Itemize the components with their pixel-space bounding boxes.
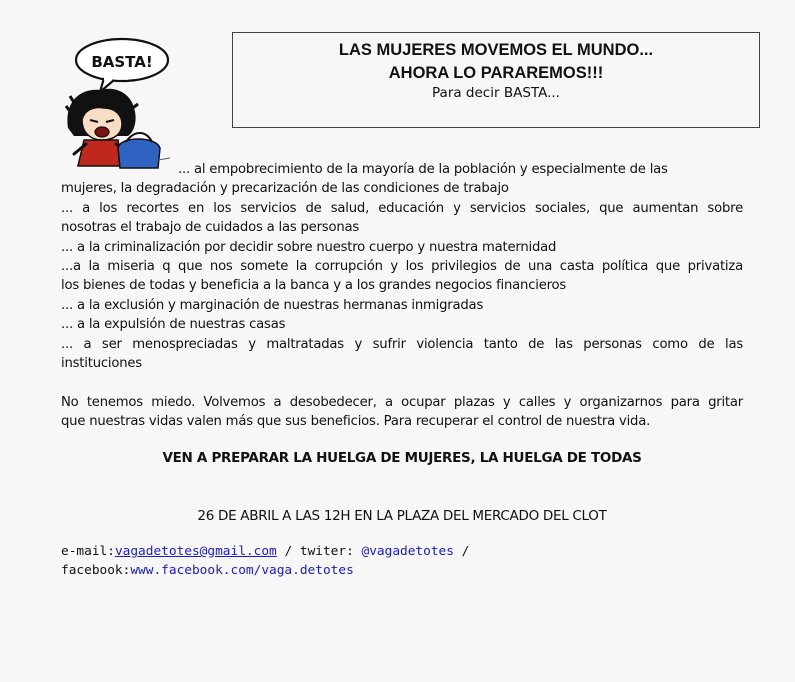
speech-bubble-text: BASTA!	[91, 53, 153, 71]
body-line: instituciones	[61, 356, 142, 372]
body-line: los bienes de todas y beneficia a la banca y a los grandes negocios financieros	[61, 278, 567, 294]
body-line: ... a la exclusión y marginación de nuestras hermanas inmigradas	[61, 297, 484, 313]
paragraph-spacer	[61, 373, 743, 392]
facebook-label: facebook:	[61, 563, 131, 578]
paragraph-line: No tenemos miedo. Volvemos a desobedecer, a ocupar plazas y calles y organizarnos para gritar	[61, 394, 743, 410]
body-line: ... a la expulsión de nuestras casas	[61, 317, 286, 333]
contact-line-2	[61, 561, 761, 580]
twitter-link[interactable]: @vagadetotes	[361, 544, 454, 559]
contact-line-1	[61, 542, 761, 561]
email-label: e-mail:	[61, 544, 115, 559]
subtitle: Para decir BASTA...	[432, 85, 560, 101]
mafalda-drawing	[60, 36, 176, 170]
body-text	[61, 160, 743, 432]
body-line: ... al empobrecimiento de la mayoría de la población y especialmente de las	[178, 162, 668, 177]
body-line: mujeres, la degradación y precarización de las condiciones de trabajo	[61, 181, 509, 197]
title-line-1: LAS MUJERES MOVEMOS EL MUNDO...	[338, 41, 654, 59]
email-link[interactable]: vagadetotes@gmail.com	[114, 544, 277, 559]
body-line: ... a ser menospreciadas y maltratadas y sufrir violencia tanto de las personas como de las	[61, 336, 743, 352]
body-line: ...a la miseria q que nos somete la corrupción y los privilegios de una casta política que privatiza	[61, 259, 743, 275]
contact-info	[61, 542, 761, 580]
body-line: nosotras el trabajo de cuidados a las personas	[61, 220, 360, 236]
body-line: ... a la criminalización por decidir sobre nuestro cuerpo y nuestra maternidad	[61, 239, 557, 255]
event-details: 26 DE ABRIL A LAS 12H EN LA PLAZA DEL MERCADO DEL CLOT	[197, 508, 607, 524]
paragraph-line: que nuestras vidas valen más que sus beneficios. Para recuperar el control de nuestra vida.	[61, 414, 651, 430]
facebook-link[interactable]: www.facebook.com/vaga.detotes	[130, 563, 354, 578]
title-box	[232, 32, 760, 128]
body-line: ... a los recortes en los servicios de salud, educación y servicios sociales, que aumentan sobre	[61, 200, 743, 216]
call-to-action: VEN A PREPARAR LA HUELGA DE MUJERES, LA HUELGA DE TODAS	[162, 450, 642, 466]
separator: /	[453, 544, 470, 559]
twitter-label: twiter:	[299, 544, 362, 559]
title-line-2: AHORA LO PARAREMOS!!!	[388, 64, 604, 82]
separator: /	[276, 544, 300, 559]
mafalda-illustration	[60, 36, 176, 170]
